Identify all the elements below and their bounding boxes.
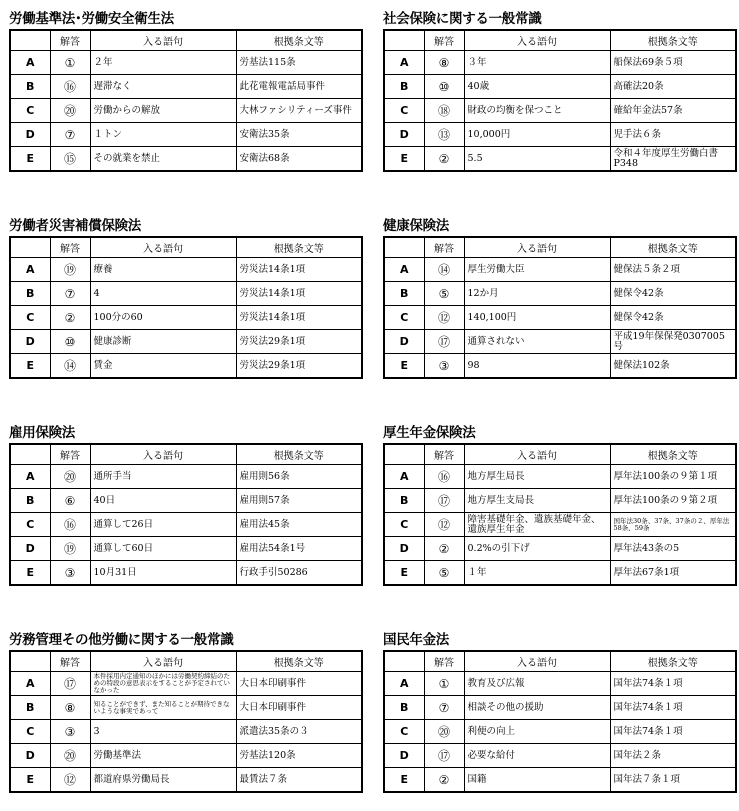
answer-cell: ② — [50, 306, 90, 330]
table-row — [384, 282, 736, 306]
table-row — [10, 537, 362, 561]
table-row — [384, 147, 736, 172]
row-label: E — [384, 147, 424, 172]
basis-cell: 国年法30条、37条、37条の２、厚年法58条、59条 — [610, 513, 736, 537]
header-row — [384, 651, 736, 672]
table-row — [384, 489, 736, 513]
phrase-cell: 5.5 — [464, 147, 610, 172]
answer-cell: ⑫ — [424, 306, 464, 330]
phrase-cell: 健康診断 — [90, 330, 236, 354]
table-row — [10, 696, 362, 720]
row-label: C — [384, 513, 424, 537]
answer-cell: ② — [424, 147, 464, 172]
row-label: E — [10, 768, 50, 793]
section-title: 国民年金法 — [383, 632, 449, 648]
phrase-cell: 通所手当 — [90, 465, 236, 489]
phrase-cell: 通算して26日 — [90, 513, 236, 537]
answer-cell: ⑲ — [50, 258, 90, 282]
phrase-cell: 労働からの解放 — [90, 99, 236, 123]
phrase-header: 入る語句 — [90, 651, 236, 672]
basis-cell: 国年法２条 — [610, 744, 736, 768]
blank-header — [384, 237, 424, 258]
table-row — [10, 672, 362, 696]
header-row — [384, 444, 736, 465]
table-row — [384, 330, 736, 354]
table-row — [384, 672, 736, 696]
phrase-cell: １トン — [90, 123, 236, 147]
answer-cell: ⑰ — [50, 672, 90, 696]
row-label: A — [384, 51, 424, 75]
table-row — [384, 306, 736, 330]
basis-cell: 労災法14条1項 — [236, 282, 362, 306]
answer-cell: ⑯ — [50, 75, 90, 99]
row-label: B — [384, 489, 424, 513]
table-row — [10, 354, 362, 379]
answer-cell: ⑦ — [50, 123, 90, 147]
basis-header: 根拠条文等 — [610, 444, 736, 465]
answer-cell: ⑰ — [424, 489, 464, 513]
phrase-header: 入る語句 — [90, 30, 236, 51]
row-label: A — [10, 465, 50, 489]
row-label: D — [10, 123, 50, 147]
answer-cell: ⑱ — [424, 99, 464, 123]
phrase-cell: ３年 — [464, 51, 610, 75]
answer-table — [383, 236, 737, 379]
phrase-cell: 98 — [464, 354, 610, 379]
table-row — [10, 147, 362, 172]
phrase-cell: 40日 — [90, 489, 236, 513]
phrase-cell: 遅滞なく — [90, 75, 236, 99]
section-title: 労務管理その他労働に関する一般常識 — [9, 632, 234, 648]
phrase-cell: 40歳 — [464, 75, 610, 99]
answer-cell: ⑰ — [424, 744, 464, 768]
row-label: B — [10, 75, 50, 99]
basis-cell: 船保法69条５項 — [610, 51, 736, 75]
basis-cell: 厚年法67条1項 — [610, 561, 736, 586]
table-row — [10, 561, 362, 586]
basis-cell: 健保法５条２項 — [610, 258, 736, 282]
table-row — [384, 258, 736, 282]
table-row — [10, 282, 362, 306]
phrase-cell: 100分の60 — [90, 306, 236, 330]
phrase-cell: 10月31日 — [90, 561, 236, 586]
basis-cell: 雇用則56条 — [236, 465, 362, 489]
header-row — [10, 237, 362, 258]
basis-cell: 国年法74条１項 — [610, 672, 736, 696]
basis-header: 根拠条文等 — [610, 237, 736, 258]
answer-cell: ⑳ — [50, 744, 90, 768]
answer-table — [9, 29, 363, 172]
row-label: B — [10, 696, 50, 720]
basis-header: 根拠条文等 — [236, 237, 362, 258]
basis-header: 根拠条文等 — [610, 651, 736, 672]
table-row — [10, 51, 362, 75]
row-label: A — [10, 258, 50, 282]
row-label: D — [384, 330, 424, 354]
basis-cell: 労災法29条1項 — [236, 330, 362, 354]
basis-cell: 高確法20条 — [610, 75, 736, 99]
row-label: A — [384, 465, 424, 489]
basis-cell: 大林ファシリティーズ事件 — [236, 99, 362, 123]
basis-cell: 安衛法35条 — [236, 123, 362, 147]
table-row — [384, 561, 736, 586]
blank-header — [10, 237, 50, 258]
blank-header — [10, 30, 50, 51]
row-label: B — [384, 75, 424, 99]
table-row — [10, 720, 362, 744]
answer-header: 解答 — [50, 444, 90, 465]
answer-header: 解答 — [50, 30, 90, 51]
phrase-cell: 140,100円 — [464, 306, 610, 330]
phrase-cell: 障害基礎年金、遺族基礎年金、遺族厚生年金 — [464, 513, 610, 537]
phrase-cell: 賃金 — [90, 354, 236, 379]
answer-cell: ⑬ — [424, 123, 464, 147]
section-title: 労働基準法･労働安全衛生法 — [9, 11, 174, 27]
basis-cell: 健保令42条 — [610, 306, 736, 330]
phrase-cell: 10,000円 — [464, 123, 610, 147]
table-row — [10, 768, 362, 793]
phrase-cell: 0.2%の引下げ — [464, 537, 610, 561]
blank-header — [384, 30, 424, 51]
phrase-cell: 国籍 — [464, 768, 610, 793]
answer-header: 解答 — [424, 30, 464, 51]
row-label: D — [10, 330, 50, 354]
phrase-cell: 3 — [90, 720, 236, 744]
phrase-cell: １年 — [464, 561, 610, 586]
answer-cell: ⑳ — [50, 465, 90, 489]
answer-cell: ⑩ — [50, 330, 90, 354]
answer-cell: ② — [424, 537, 464, 561]
row-label: A — [10, 672, 50, 696]
blank-header — [384, 651, 424, 672]
row-label: B — [384, 696, 424, 720]
basis-cell: 雇用則57条 — [236, 489, 362, 513]
answer-cell: ⑯ — [424, 465, 464, 489]
answer-table — [383, 443, 737, 586]
row-label: E — [384, 561, 424, 586]
table-row — [384, 354, 736, 379]
phrase-header: 入る語句 — [464, 651, 610, 672]
phrase-cell: 厚生労働大臣 — [464, 258, 610, 282]
phrase-cell: 本件採用内定通知のほかには労働契約締結のための特段の意思表示をすることが予定されていなかった — [90, 672, 236, 696]
answer-cell: ① — [424, 672, 464, 696]
basis-cell: 派遣法35条の３ — [236, 720, 362, 744]
table-row — [10, 465, 362, 489]
basis-cell: 労基法115条 — [236, 51, 362, 75]
section-employees-pension — [383, 423, 735, 586]
header-row — [10, 444, 362, 465]
basis-cell: 平成19年保保発0307005号 — [610, 330, 736, 354]
answer-table — [9, 236, 363, 379]
answer-cell: ⑤ — [424, 561, 464, 586]
basis-cell: 厚年法100条の９第１項 — [610, 465, 736, 489]
table-row — [10, 258, 362, 282]
answer-cell: ③ — [424, 354, 464, 379]
phrase-cell: 都道府県労働局長 — [90, 768, 236, 793]
table-row — [384, 513, 736, 537]
answer-header: 解答 — [50, 237, 90, 258]
answer-cell: ⑭ — [424, 258, 464, 282]
basis-header: 根拠条文等 — [610, 30, 736, 51]
answer-cell: ① — [50, 51, 90, 75]
phrase-header: 入る語句 — [90, 237, 236, 258]
phrase-header: 入る語句 — [464, 237, 610, 258]
basis-cell: 令和４年度厚生労働白書P348 — [610, 147, 736, 172]
basis-cell: 健保法102条 — [610, 354, 736, 379]
table-row — [10, 330, 362, 354]
basis-header: 根拠条文等 — [236, 651, 362, 672]
phrase-cell: 地方厚生支局長 — [464, 489, 610, 513]
phrase-cell: 労働基準法 — [90, 744, 236, 768]
answer-cell: ⑰ — [424, 330, 464, 354]
table-row — [384, 123, 736, 147]
row-label: E — [384, 354, 424, 379]
section-health-insurance — [383, 216, 735, 379]
basis-cell: 大日本印刷事件 — [236, 672, 362, 696]
row-label: C — [384, 99, 424, 123]
basis-cell: 大日本印刷事件 — [236, 696, 362, 720]
table-row — [384, 99, 736, 123]
row-label: C — [384, 306, 424, 330]
answer-cell: ⑧ — [424, 51, 464, 75]
answer-cell: ⑦ — [50, 282, 90, 306]
blank-header — [10, 651, 50, 672]
answer-cell: ⑳ — [50, 99, 90, 123]
row-label: A — [384, 258, 424, 282]
answer-header: 解答 — [424, 651, 464, 672]
answer-table — [9, 650, 363, 793]
table-row — [10, 744, 362, 768]
table-row — [10, 123, 362, 147]
section-title: 社会保険に関する一般常識 — [383, 11, 542, 27]
basis-cell: 厚年法100条の９第２項 — [610, 489, 736, 513]
basis-cell: 雇用法45条 — [236, 513, 362, 537]
section-title: 厚生年金保険法 — [383, 425, 476, 441]
table-row — [384, 768, 736, 793]
table-row — [10, 99, 362, 123]
blank-header — [10, 444, 50, 465]
phrase-cell: 必要な給付 — [464, 744, 610, 768]
answer-cell: ⑥ — [50, 489, 90, 513]
table-row — [384, 537, 736, 561]
section-social-insurance-general — [383, 9, 735, 172]
basis-cell: 此花電報電話局事件 — [236, 75, 362, 99]
answer-table — [383, 29, 737, 172]
row-label: A — [384, 672, 424, 696]
row-label: D — [384, 123, 424, 147]
phrase-cell: 利便の向上 — [464, 720, 610, 744]
answer-cell: ⑩ — [424, 75, 464, 99]
basis-cell: 労災法14条1項 — [236, 258, 362, 282]
table-row — [384, 51, 736, 75]
phrase-cell: 財政の均衡を保つこと — [464, 99, 610, 123]
phrase-cell: 通算して60日 — [90, 537, 236, 561]
phrase-cell: 通算されない — [464, 330, 610, 354]
answer-table — [383, 650, 737, 793]
basis-cell: 労災法29条1項 — [236, 354, 362, 379]
basis-header: 根拠条文等 — [236, 30, 362, 51]
table-row — [10, 306, 362, 330]
row-label: C — [10, 513, 50, 537]
basis-cell: 児手法６条 — [610, 123, 736, 147]
header-row — [384, 30, 736, 51]
answer-cell: ⑦ — [424, 696, 464, 720]
phrase-cell: 教育及び広報 — [464, 672, 610, 696]
header-row — [10, 30, 362, 51]
answer-cell: ⑤ — [424, 282, 464, 306]
row-label: E — [10, 147, 50, 172]
section-title: 雇用保険法 — [9, 425, 75, 441]
basis-cell: 健保令42条 — [610, 282, 736, 306]
row-label: C — [10, 306, 50, 330]
answer-cell: ③ — [50, 561, 90, 586]
row-label: D — [10, 744, 50, 768]
blank-header — [384, 444, 424, 465]
answer-cell: ⑫ — [424, 513, 464, 537]
basis-header: 根拠条文等 — [236, 444, 362, 465]
answer-cell: ③ — [50, 720, 90, 744]
phrase-cell: 療養 — [90, 258, 236, 282]
row-label: A — [10, 51, 50, 75]
answer-cell: ⑫ — [50, 768, 90, 793]
row-label: C — [10, 99, 50, 123]
table-row — [10, 489, 362, 513]
answer-cell: ⑮ — [50, 147, 90, 172]
phrase-header: 入る語句 — [464, 30, 610, 51]
basis-cell: 最賃法７条 — [236, 768, 362, 793]
section-title: 労働者災害補償保険法 — [9, 218, 141, 234]
section-title: 健康保険法 — [383, 218, 449, 234]
answer-header: 解答 — [50, 651, 90, 672]
answer-cell: ② — [424, 768, 464, 793]
table-row — [384, 465, 736, 489]
phrase-cell: 相談その他の援助 — [464, 696, 610, 720]
basis-cell: 安衛法68条 — [236, 147, 362, 172]
basis-cell: 国年法74条１項 — [610, 720, 736, 744]
basis-cell: 労基法120条 — [236, 744, 362, 768]
answer-cell: ⑭ — [50, 354, 90, 379]
header-row — [384, 237, 736, 258]
basis-cell: 行政手引50286 — [236, 561, 362, 586]
section-employment-insurance — [9, 423, 361, 586]
basis-cell: 確給年金法57条 — [610, 99, 736, 123]
row-label: C — [10, 720, 50, 744]
row-label: B — [10, 489, 50, 513]
header-row — [10, 651, 362, 672]
table-row — [384, 75, 736, 99]
answer-header: 解答 — [424, 444, 464, 465]
row-label: D — [384, 744, 424, 768]
answer-table — [9, 443, 363, 586]
row-label: B — [10, 282, 50, 306]
answer-cell: ⑧ — [50, 696, 90, 720]
row-label: C — [384, 720, 424, 744]
phrase-header: 入る語句 — [90, 444, 236, 465]
basis-cell: 労災法14条1項 — [236, 306, 362, 330]
row-label: E — [10, 561, 50, 586]
phrase-cell: 4 — [90, 282, 236, 306]
row-label: B — [384, 282, 424, 306]
basis-cell: 国年法７条１項 — [610, 768, 736, 793]
phrase-cell: 地方厚生局長 — [464, 465, 610, 489]
section-workers-accident-insurance — [9, 216, 361, 379]
row-label: D — [384, 537, 424, 561]
basis-cell: 厚年法43条の5 — [610, 537, 736, 561]
row-label: E — [384, 768, 424, 793]
phrase-cell: ２年 — [90, 51, 236, 75]
table-row — [10, 75, 362, 99]
answer-cell: ⑳ — [424, 720, 464, 744]
section-labor-standards — [9, 9, 361, 172]
row-label: D — [10, 537, 50, 561]
section-labor-management-general — [9, 630, 361, 793]
table-row — [10, 513, 362, 537]
answer-cell: ⑲ — [50, 537, 90, 561]
phrase-cell: 12か月 — [464, 282, 610, 306]
phrase-cell: 知ることができず、また知ることが期待できないような事実であって — [90, 696, 236, 720]
table-row — [384, 720, 736, 744]
answer-header: 解答 — [424, 237, 464, 258]
basis-cell: 国年法74条１項 — [610, 696, 736, 720]
table-row — [384, 696, 736, 720]
answer-cell: ⑯ — [50, 513, 90, 537]
phrase-cell: その就業を禁止 — [90, 147, 236, 172]
row-label: E — [10, 354, 50, 379]
basis-cell: 雇用法54条1号 — [236, 537, 362, 561]
section-national-pension — [383, 630, 735, 793]
phrase-header: 入る語句 — [464, 444, 610, 465]
table-row — [384, 744, 736, 768]
